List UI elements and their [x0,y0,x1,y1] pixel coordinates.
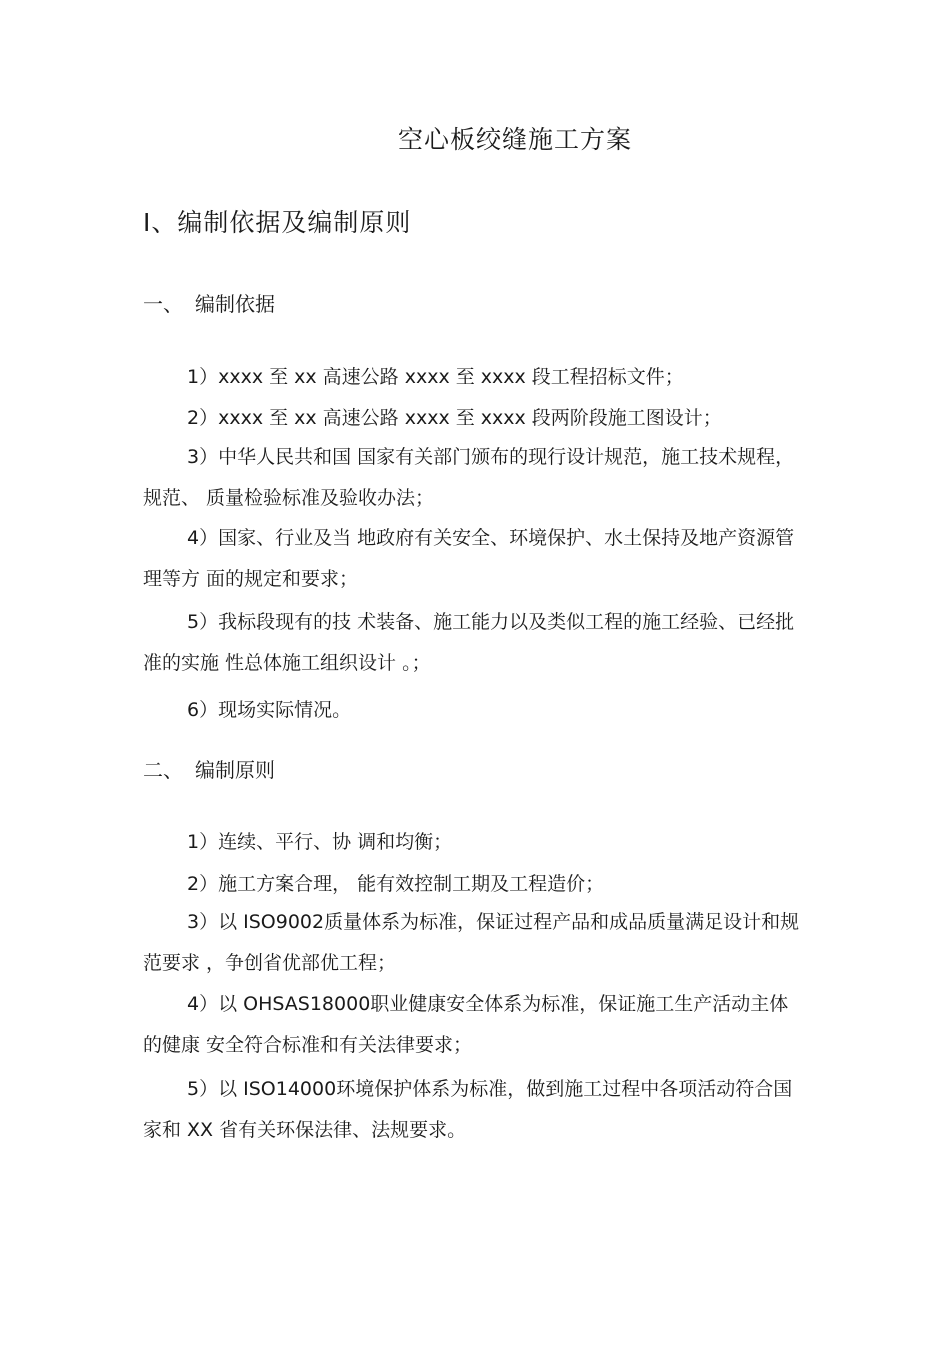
list-item: 2）xxxx 至 xx 高速公路 xxxx 至 xxxx 段两阶段施工图设计； [187,407,722,429]
section-heading-basis [143,289,275,319]
section-title: 编制原则 [195,758,275,782]
part-heading: Ⅰ、编制依据及编制原则 [143,208,412,237]
list-item: 4）国家、行业及当 地政府有关安全、环境保护、水土保持及地产资源管理等方 面的规定和要求； [143,527,795,590]
list-item: 1）xxxx 至 xx 高速公路 xxxx 至 xxxx 段工程招标文件； [187,366,684,388]
list-item: 2）施工方案合理， 能有效控制工期及工程造价； [187,873,605,895]
list-item: 3）以 ISO9002质量体系为标准，保证过程产品和成品质量满足设计和规范要求 ，争创省优部优工程； [143,911,800,974]
document-title: 空心板绞缝施工方案 [397,125,632,154]
section-number: 一、 [143,292,183,316]
list-item: 3）中华人民共和国 国家有关部门颁布的现行设计规范，施工技术规程，规范、 质量检验标准及验收办法； [143,446,795,509]
list-item: 1）连续、平行、协 调和均衡； [187,831,453,853]
list-item: 6）现场实际情况。 [187,699,352,721]
section-heading-principles [143,755,275,785]
list-item: 5）以 ISO14000环境保护体系为标准，做到施工过程中各项活动符合国家和 XX 省有关环保法律、法规要求。 [143,1078,793,1141]
list-item: 4）以 OHSAS18000职业健康安全体系为标准，保证施工生产活动主体的健康 安全符合标准和有关法律要求； [143,993,789,1056]
section-number: 二、 [143,758,183,782]
section-title: 编制依据 [195,292,275,316]
list-item: 5）我标段现有的技 术装备、施工能力以及类似工程的施工经验、已经批准的实施 性总体施工组织设计 。； [143,611,795,674]
